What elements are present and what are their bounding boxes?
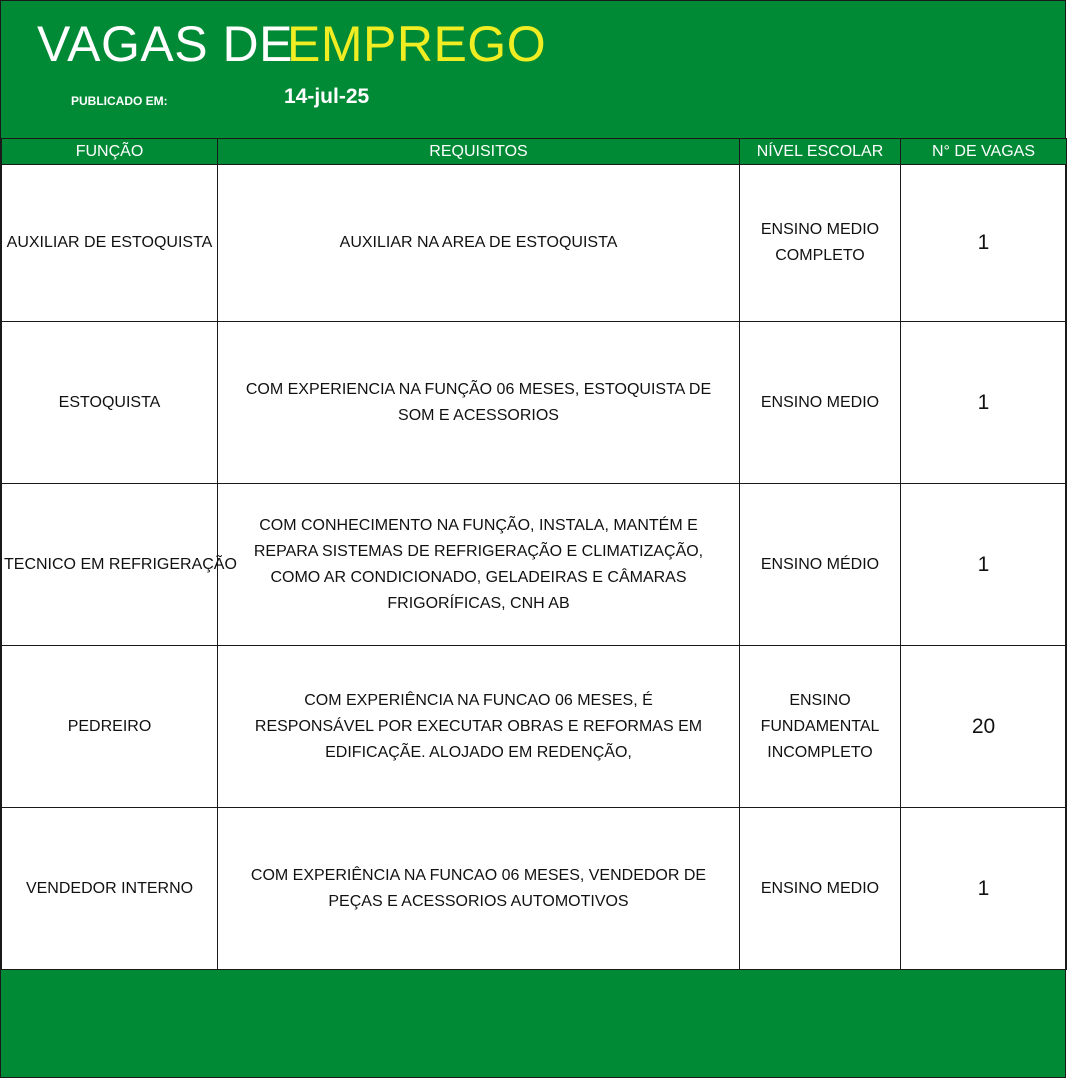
cell-nivel-escolar: ENSINO MEDIO: [740, 808, 901, 970]
requisitos-text: COM CONHECIMENTO NA FUNÇÃO, INSTALA, MANTÉM E REPARA SISTEMAS DE REFRIGERAÇÃO E CLIMATIZAÇÃO, COMO AR CONDICIONADO, GELADEIRAS E CÂMARAS FRIGORÍFICAS, CNH AB: [253, 516, 704, 612]
cell-funcao: PEDREIRO: [2, 646, 218, 808]
cell-nivel-escolar: ENSINO MEDIO: [740, 322, 901, 484]
cell-nivel-escolar: [740, 646, 901, 808]
column-header-requisitos: REQUISITOS: [218, 139, 740, 165]
cell-numero-vagas: 1: [901, 165, 1067, 322]
cell-requisitos: [218, 808, 740, 970]
cell-requisitos: [218, 322, 740, 484]
requisitos-text: AUXILIAR NA AREA DE ESTOQUISTA: [339, 234, 618, 251]
cell-numero-vagas: 1: [901, 808, 1067, 970]
title-vagas-de: VAGAS DE: [37, 16, 293, 72]
requisitos-text: COM EXPERIÊNCIA NA FUNCAO 06 MESES, É RESPONSÁVEL POR EXECUTAR OBRAS E REFORMAS EM EDIFICAÇÃE. ALOJADO EM REDENÇÃO,: [254, 691, 703, 761]
nivel-text: ENSINO FUNDAMENTAL INCOMPLETO: [760, 691, 880, 761]
published-date: 14-jul-25: [284, 85, 370, 108]
table-row: [2, 646, 1067, 808]
cell-funcao: VENDEDOR INTERNO: [2, 808, 218, 970]
column-header-funcao: FUNÇÃO: [2, 139, 218, 165]
title-emprego: EMPREGO: [287, 16, 547, 72]
cell-funcao: ESTOQUISTA: [2, 322, 218, 484]
requisitos-text: COM EXPERIENCIA NA FUNÇÃO 06 MESES, ESTOQUISTA DE SOM E ACESSORIOS: [245, 380, 712, 424]
cell-funcao: TECNICO EM REFRIGERAÇÃO: [2, 484, 218, 646]
cell-nivel-escolar: [740, 165, 901, 322]
cell-numero-vagas: 1: [901, 322, 1067, 484]
footer-banner: [1, 970, 1065, 1077]
requisitos-text: COM EXPERIÊNCIA NA FUNCAO 06 MESES, VENDEDOR DE PEÇAS E ACESSORIOS AUTOMOTIVOS: [250, 866, 707, 910]
cell-requisitos: [218, 646, 740, 808]
table-row: [2, 484, 1067, 646]
cell-numero-vagas: 1: [901, 484, 1067, 646]
jobs-table: [1, 138, 1067, 970]
cell-nivel-escolar: ENSINO MÉDIO: [740, 484, 901, 646]
header-banner: [1, 1, 1065, 138]
table-header-row: [2, 139, 1067, 165]
cell-requisitos: [218, 484, 740, 646]
cell-funcao: AUXILIAR DE ESTOQUISTA: [2, 165, 218, 322]
column-header-numero-vagas: N° DE VAGAS: [901, 139, 1067, 165]
column-header-nivel-escolar: NÍVEL ESCOLAR: [740, 139, 901, 165]
table-row: [2, 165, 1067, 322]
cell-numero-vagas: 20: [901, 646, 1067, 808]
published-label: PUBLICADO EM:: [71, 94, 168, 108]
table-row: [2, 808, 1067, 970]
nivel-text: ENSINO MEDIO COMPLETO: [760, 221, 880, 264]
table-row: [2, 322, 1067, 484]
cell-requisitos: [218, 165, 740, 322]
